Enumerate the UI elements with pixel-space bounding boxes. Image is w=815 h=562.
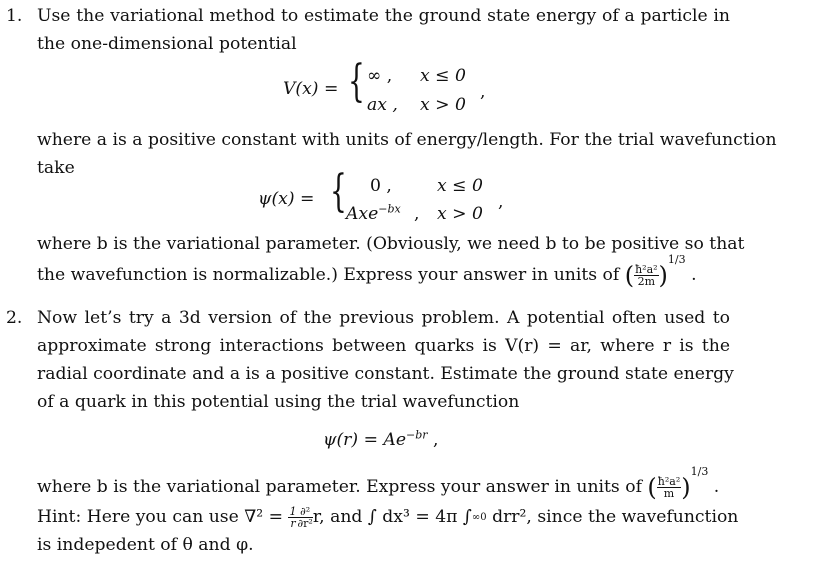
hint-integral-limits	[472, 513, 487, 522]
trial-case-2-condition: x > 0	[437, 204, 483, 224]
unit-open-paren-2: (	[647, 473, 657, 502]
problem-1-line-3: where a is a positive constant with units of energy/length. For the trial wavefunction	[37, 130, 777, 150]
trial-3d-comma: ,	[433, 430, 439, 450]
unit-close-paren: )	[658, 261, 668, 290]
potential-equation-lhs: V(x) =	[283, 79, 339, 99]
problem-1-line-6	[37, 253, 697, 290]
problem-2-line-2: approximate strong interactions between quarks is V(r) = ar, where r is the	[37, 336, 730, 356]
unit-period-2: .	[713, 477, 720, 497]
trial-case-2-base: Axe	[346, 204, 379, 224]
unit-denominator-2: m	[663, 487, 675, 500]
problem-1-line-2: the one-dimensional potential	[37, 34, 297, 54]
hint-limit-lower: 0	[480, 512, 487, 523]
problem-2-line-7: is indepedent of θ and φ.	[37, 535, 254, 555]
potential-case-1-value: ∞ ,	[367, 66, 393, 86]
hint-fraction-2-den: ∂r²	[297, 517, 313, 530]
hint-limit-upper: ∞	[471, 512, 481, 523]
trial-equation-comma: ,	[498, 192, 504, 212]
potential-case-2-condition: x > 0	[420, 95, 466, 115]
problem-2-line-5	[37, 465, 720, 502]
trial-case-1-value: 0 ,	[370, 176, 392, 196]
trial-case-1-condition: x ≤ 0	[437, 176, 483, 196]
hint-fraction-2-num: ∂²	[297, 506, 312, 518]
unit-fraction-1	[634, 264, 658, 287]
unit-fraction-2	[657, 476, 681, 499]
problem-1-number: 1.	[6, 6, 23, 26]
unit-close-paren-2: )	[681, 473, 691, 502]
problem-1-line-5: where b is the variational parameter. (Obviously, we need b to be positive so that	[37, 234, 745, 254]
trial-wavefunction-brace: {	[330, 166, 347, 217]
hint-fraction-2	[297, 506, 312, 529]
trial-3d-exponent: −br	[406, 428, 428, 442]
trial-3d-base: ψ(r) = Ae	[323, 430, 407, 450]
unit-open-paren: (	[624, 261, 635, 290]
problem-2-line-4: of a quark in this potential using the trial wavefunction	[37, 392, 520, 412]
trial-wavefunction-3d	[323, 430, 439, 450]
unit-power-2: 1/3	[690, 465, 709, 479]
problem-2-line-3: radial coordinate and a is a positive constant. Estimate the ground state energy	[37, 364, 734, 384]
hint-text-b: r, and ∫ dx³ = 4π ∫	[312, 507, 472, 527]
trial-case-2-value	[346, 204, 401, 224]
trial-case-2-comma: ,	[414, 204, 420, 224]
problem-2-line-5-text: where b is the variational parameter. Express your answer in units of	[37, 477, 642, 497]
trial-case-2-exponent: −bx	[378, 202, 401, 216]
unit-numerator-1: ħ²a²	[635, 263, 658, 276]
unit-period-1: .	[691, 265, 697, 285]
hint-fraction-1-num: 1	[289, 505, 297, 518]
trial-wavefunction-lhs: ψ(x) =	[258, 189, 315, 209]
unit-power-1: 1/3	[667, 253, 686, 267]
problem-1-line-4: take	[37, 158, 75, 178]
hint-text-a: Hint: Here you can use ∇² =	[37, 507, 284, 527]
unit-denominator-1: 2m	[637, 275, 656, 288]
hint-fraction-1	[288, 506, 297, 529]
problem-1-line-1: Use the variational method to estimate the ground state energy of a particle in	[37, 6, 730, 26]
problem-2-number: 2.	[6, 308, 23, 328]
problem-2-line-1: Now let’s try a 3d version of the previous problem. A potential often used to	[37, 308, 730, 328]
hint-line	[37, 506, 738, 529]
potential-case-1-condition: x ≤ 0	[420, 66, 466, 86]
hint-fraction-1-den: r	[290, 517, 296, 530]
potential-brace: {	[348, 56, 365, 107]
problem-1-line-6-text: the wavefunction is normalizable.) Express your answer in units of	[37, 265, 620, 285]
hint-text-c: drr², since the wavefunction	[492, 507, 739, 527]
potential-case-2-value: ax ,	[367, 95, 398, 115]
unit-numerator-2: ħ²a²	[657, 475, 681, 488]
potential-equation-comma: ,	[480, 82, 486, 102]
